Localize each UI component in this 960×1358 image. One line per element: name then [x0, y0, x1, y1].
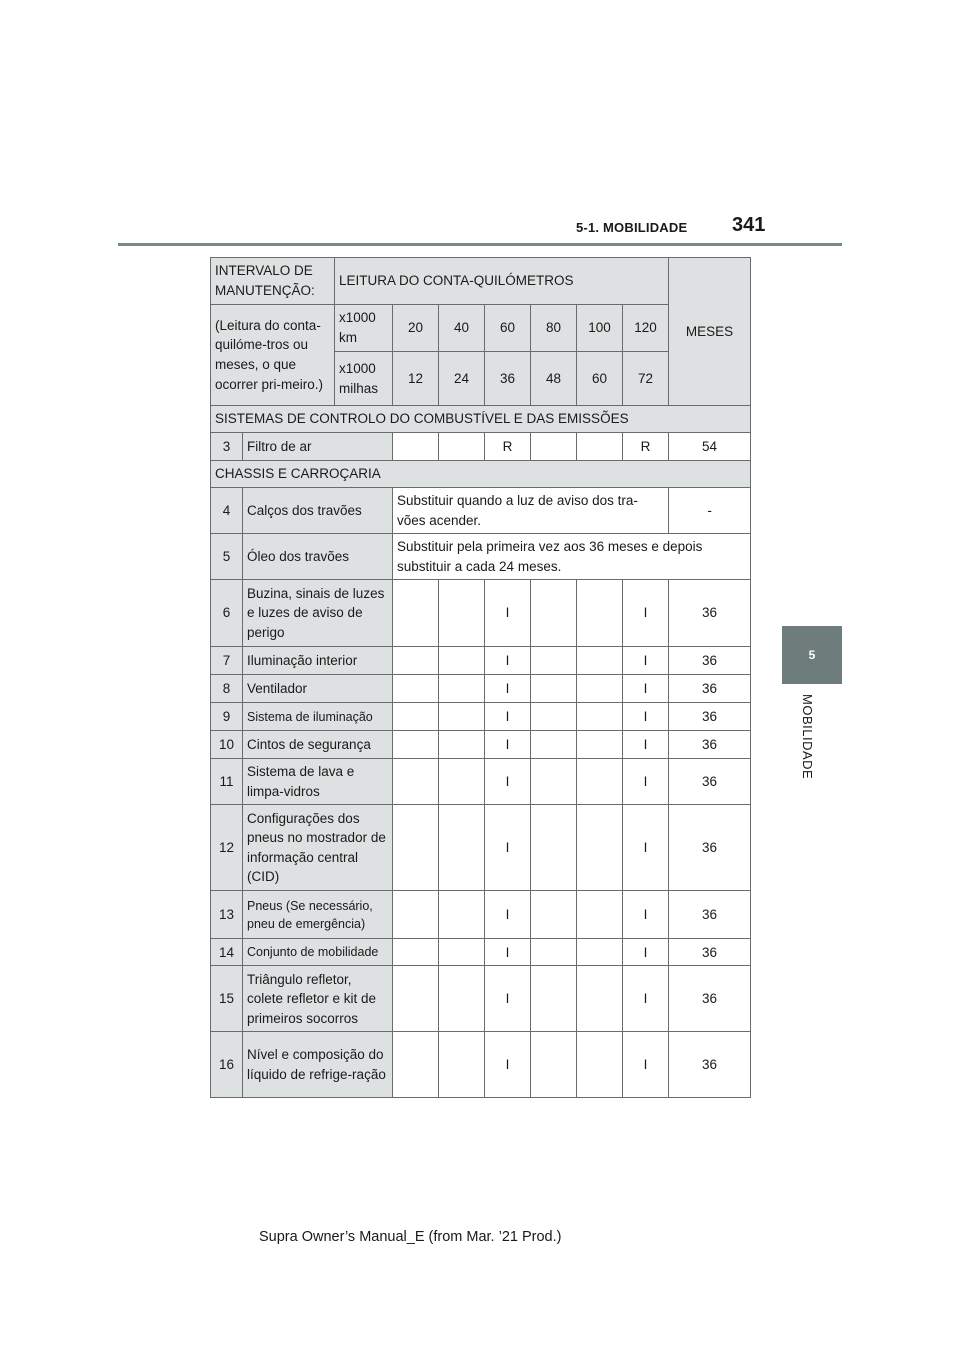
- row-months: 36: [669, 939, 751, 966]
- km-label: x1000 km: [335, 305, 393, 352]
- maintenance-table: [210, 257, 751, 1098]
- miles-value: 36: [485, 352, 531, 406]
- row-note: Substituir quando a luz de aviso dos tra-vões acender.: [393, 488, 669, 534]
- row-mark: I: [485, 891, 531, 939]
- row-mark: I: [485, 703, 531, 731]
- row-mark: R: [623, 433, 669, 461]
- row-item: Cintos de segurança: [243, 731, 393, 759]
- row-note: Substituir pela primeira vez aos 36 meses e depois substituir a cada 24 meses.: [393, 534, 751, 580]
- miles-value: 48: [531, 352, 577, 406]
- row-number: 4: [211, 488, 243, 534]
- footer-text: Supra Owner’s Manual_E (from Mar. ’21 Prod.): [259, 1229, 562, 1245]
- km-value: 120: [623, 305, 669, 352]
- interval-label: INTERVALO DE MANUTENÇÃO:: [211, 258, 335, 305]
- row-mark: I: [485, 759, 531, 805]
- row-mark: I: [623, 703, 669, 731]
- row-mark: I: [485, 731, 531, 759]
- row-mark: I: [485, 647, 531, 675]
- row-mark: I: [623, 939, 669, 966]
- row-mark: I: [623, 580, 669, 647]
- table-row: [211, 966, 751, 1032]
- row-mark: I: [623, 675, 669, 703]
- table-row: [211, 759, 751, 805]
- row-number: 14: [211, 939, 243, 966]
- row-number: 13: [211, 891, 243, 939]
- table-row: [211, 488, 751, 534]
- row-number: 7: [211, 647, 243, 675]
- reading-label: LEITURA DO CONTA-QUILÓMETROS: [335, 258, 669, 305]
- row-mark: I: [623, 891, 669, 939]
- row-mark: I: [623, 966, 669, 1032]
- row-number: 9: [211, 703, 243, 731]
- row-item: Pneus (Se necessário, pneu de emergência): [243, 891, 393, 939]
- row-number: 3: [211, 433, 243, 461]
- row-number: 5: [211, 534, 243, 580]
- km-value: 20: [393, 305, 439, 352]
- row-months: 36: [669, 891, 751, 939]
- row-item: Calços dos travões: [243, 488, 393, 534]
- miles-value: 12: [393, 352, 439, 406]
- row-item: Sistema de lava e limpa-vidros: [243, 759, 393, 805]
- row-mark: I: [623, 1032, 669, 1098]
- interval-note: (Leitura do conta-quilóme-tros ou meses, o que ocorrer pri-meiro.): [211, 305, 335, 406]
- row-mark: I: [485, 805, 531, 891]
- km-value: 80: [531, 305, 577, 352]
- row-item: Nível e composição do líquido de refrige-ração: [243, 1032, 393, 1098]
- row-months: 36: [669, 647, 751, 675]
- row-months: 36: [669, 805, 751, 891]
- table-row: [211, 1032, 751, 1098]
- row-item: Buzina, sinais de luzes e luzes de aviso de perigo: [243, 580, 393, 647]
- row-item: Filtro de ar: [243, 433, 393, 461]
- table-row: [211, 647, 751, 675]
- section-fuel-emissions: SISTEMAS DE CONTROLO DO COMBUSTÍVEL E DAS EMISSÕES: [211, 406, 751, 433]
- miles-label: x1000 milhas: [335, 352, 393, 406]
- row-mark: I: [623, 759, 669, 805]
- km-value: 40: [439, 305, 485, 352]
- row-item: Triângulo refletor, colete refletor e kit de primeiros socorros: [243, 966, 393, 1032]
- row-item: Ventilador: [243, 675, 393, 703]
- table-row: [211, 805, 751, 891]
- table-row: [211, 675, 751, 703]
- row-number: 12: [211, 805, 243, 891]
- row-mark: I: [485, 939, 531, 966]
- row-months: 36: [669, 675, 751, 703]
- row-months: 36: [669, 580, 751, 647]
- row-number: 8: [211, 675, 243, 703]
- months-label: MESES: [669, 258, 751, 406]
- row-item: Iluminação interior: [243, 647, 393, 675]
- section-title: 5-1. MOBILIDADE: [576, 220, 688, 235]
- row-item: Conjunto de mobilidade: [243, 939, 393, 966]
- table-row: [211, 731, 751, 759]
- row-months: 36: [669, 703, 751, 731]
- row-mark: I: [623, 805, 669, 891]
- table-row: [211, 433, 751, 461]
- check-rows: [211, 580, 751, 1098]
- row-number: 16: [211, 1032, 243, 1098]
- page-number: 341: [732, 214, 766, 236]
- row-months: -: [669, 488, 751, 534]
- row-mark: I: [623, 647, 669, 675]
- row-months: 54: [669, 433, 751, 461]
- km-value: 60: [485, 305, 531, 352]
- row-mark: I: [485, 966, 531, 1032]
- chapter-tab[interactable]: 5: [782, 626, 842, 684]
- row-mark: I: [485, 1032, 531, 1098]
- row-item: Óleo dos travões: [243, 534, 393, 580]
- table-row: [211, 939, 751, 966]
- table-row: [211, 534, 751, 580]
- row-number: 6: [211, 580, 243, 647]
- row-mark: I: [485, 675, 531, 703]
- miles-value: 60: [577, 352, 623, 406]
- row-mark: I: [485, 580, 531, 647]
- table-row: [211, 580, 751, 647]
- row-number: 10: [211, 731, 243, 759]
- chapter-label: MOBILIDADE: [800, 694, 815, 780]
- miles-value: 72: [623, 352, 669, 406]
- section-chassis: CHASSIS E CARROÇARIA: [211, 461, 751, 488]
- table-row: [211, 891, 751, 939]
- row-number: 11: [211, 759, 243, 805]
- table-row: [211, 703, 751, 731]
- row-months: 36: [669, 1032, 751, 1098]
- row-number: 15: [211, 966, 243, 1032]
- row-mark: I: [623, 731, 669, 759]
- miles-value: 24: [439, 352, 485, 406]
- row-item: Configurações dos pneus no mostrador de informação central (CID): [243, 805, 393, 891]
- row-mark: R: [485, 433, 531, 461]
- row-months: 36: [669, 966, 751, 1032]
- row-months: 36: [669, 731, 751, 759]
- row-item: Sistema de iluminação: [243, 703, 393, 731]
- header-rule: [118, 243, 842, 246]
- row-months: 36: [669, 759, 751, 805]
- km-value: 100: [577, 305, 623, 352]
